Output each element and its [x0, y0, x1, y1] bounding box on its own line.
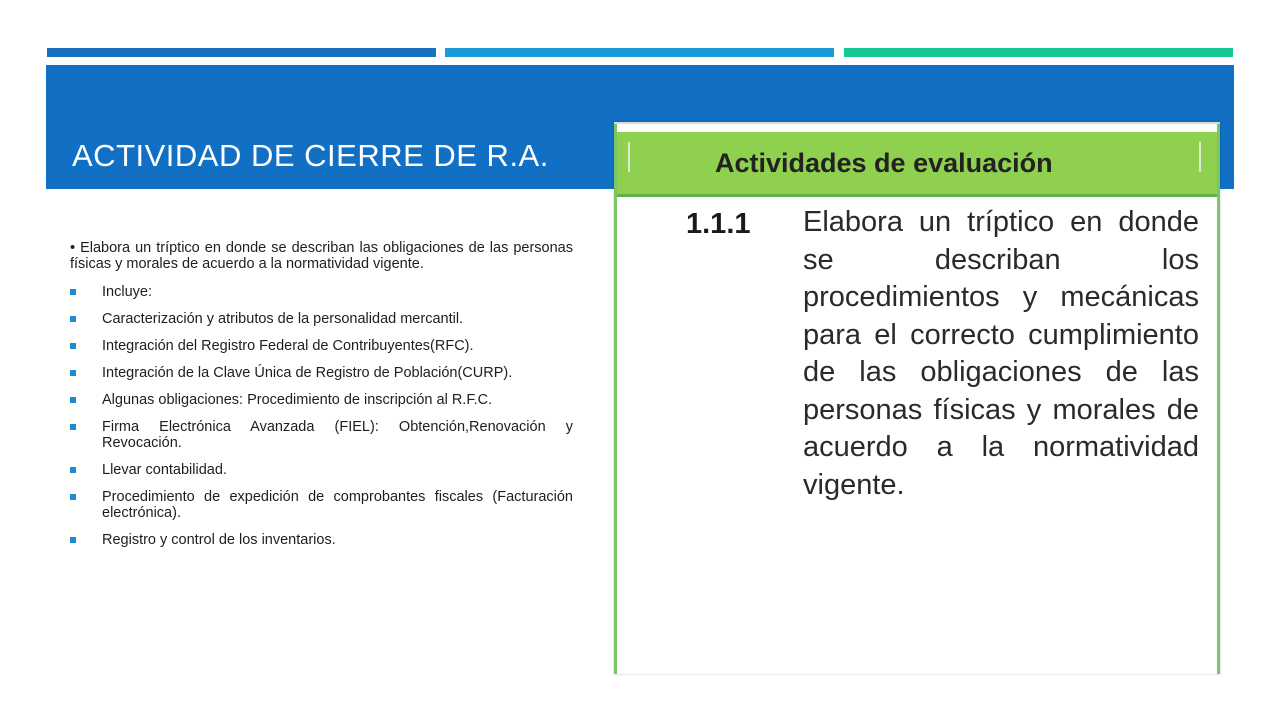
list-item — [70, 419, 573, 451]
list-item-text: Firma Electrónica Avanzada (FIEL): Obtención,Renovación y Revocación. — [102, 419, 573, 451]
square-bullet-icon — [70, 424, 76, 430]
list-item — [70, 532, 573, 548]
square-bullet-icon — [70, 370, 76, 376]
evaluation-header-text: Actividades de evaluación — [715, 148, 1053, 178]
list-item-text: Integración del Registro Federal de Contribuyentes(RFC). — [102, 338, 474, 354]
list-item-text: Registro y control de los inventarios. — [102, 532, 336, 548]
square-bullet-icon — [70, 537, 76, 543]
list-item — [70, 462, 573, 478]
evaluation-table-image — [614, 122, 1220, 674]
accent-bar-3 — [844, 48, 1233, 57]
square-bullet-icon — [70, 397, 76, 403]
square-bullet-icon — [70, 289, 76, 295]
header-divider-left — [628, 142, 630, 172]
evaluation-code: 1.1.1 — [686, 208, 751, 240]
intro-paragraph: • Elabora un tríptico en donde se describan las obligaciones de las personas físicas y morales de acuerdo a la normatividad vigente. — [70, 240, 573, 272]
list-item — [70, 489, 573, 521]
square-bullet-icon — [70, 494, 76, 500]
accent-bar-1 — [47, 48, 436, 57]
slide-title: ACTIVIDAD DE CIERRE DE R.A. — [72, 138, 549, 173]
list-item-text: Llevar contabilidad. — [102, 462, 227, 478]
square-bullet-icon — [70, 343, 76, 349]
accent-bar-2 — [445, 48, 834, 57]
frame-right-rule — [1217, 124, 1220, 674]
bullet-list — [70, 284, 573, 548]
list-item — [70, 284, 573, 300]
list-item — [70, 311, 573, 327]
list-item-text: Caracterización y atributos de la personalidad mercantil. — [102, 311, 464, 327]
evaluation-header — [617, 132, 1217, 197]
list-item-text: Integración de la Clave Única de Registro de Población(CURP). — [102, 365, 513, 381]
list-item — [70, 392, 573, 408]
slide-body — [70, 240, 573, 559]
square-bullet-icon — [70, 467, 76, 473]
list-item-text: Procedimiento de expedición de comprobantes fiscales (Facturación electrónica). — [102, 489, 573, 521]
header-divider-right — [1199, 142, 1201, 172]
frame-left-rule — [614, 124, 617, 674]
list-item — [70, 365, 573, 381]
list-item-text: Algunas obligaciones: Procedimiento de inscripción al R.F.C. — [102, 392, 493, 408]
list-item — [70, 338, 573, 354]
list-item-text: Incluye: — [102, 284, 152, 300]
evaluation-description: Elabora un tríptico en donde se describan los procedimientos y mecánicas para el correcto cumplimiento de las obligaciones de las personas físicas y morales de acuerdo a la normatividad vigente. — [803, 206, 1199, 501]
square-bullet-icon — [70, 316, 76, 322]
